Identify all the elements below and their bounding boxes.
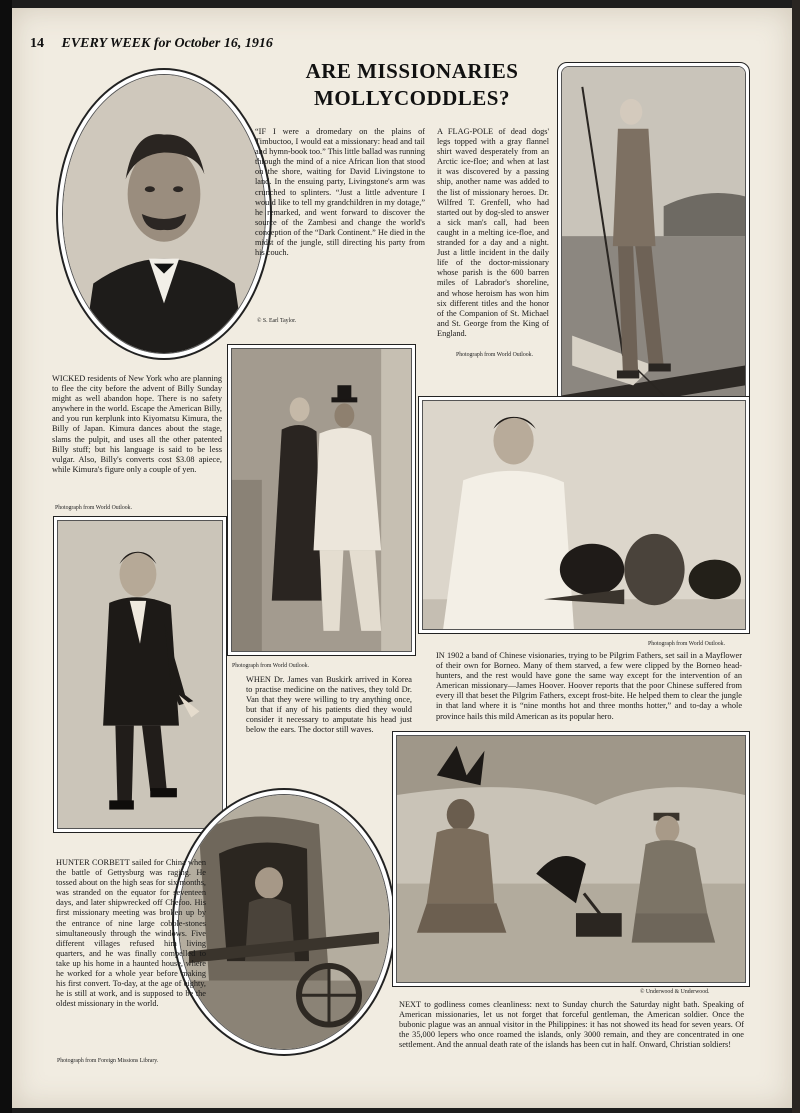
vanbuskirk-photo (231, 348, 412, 652)
hoover-credit: Photograph from World Outlook. (648, 641, 726, 647)
hoover-photo-frame (418, 396, 750, 634)
kimura-credit: Photograph from World Outlook. (55, 505, 133, 511)
philippines-credit: © Underwood & Underwood. (640, 989, 710, 995)
scan-left-edge (0, 0, 12, 1113)
hoover-text: IN 1902 a band of Chinese visionaries, trying to be Pilgrim Fathers, set sail in a Mayflower of their own for Borneo. Many of them starved, a few were clipped by the Borneo head-hunters, and the rest would have gone the same way except for the intervention of an American missionary—James Hoover. Hoover reports that the poor Chinese suffered from every ill that beset the Pilgrim Fathers, except frost-bite. He helped them to clear the jungle in that land where it is “nine months hot and three months hotter,” and to-day a whole province hails this mild American as its popular hero. (436, 651, 742, 721)
kimura-text: WICKED residents of New York who are planning to flee the city before the advent of Billy Sunday might as well abandon hope. There is no safety anywhere in the world. Escape the American Billy, and you run kerplunk into Kiyomatsu Kimura, the Billy of Japan. Kimura dances about the stage, slams the pulpit, and uses all the other patented Billy stuff; but his language is said to be less vulgar. Also, Billy's converts cost $3.08 apiece, while Kimura's figure only a couple of yen. (52, 374, 222, 474)
livingstone-photo (62, 74, 266, 354)
philippines-photo (396, 735, 746, 983)
title-line-2: MOLLYCODDLES? (314, 86, 510, 110)
corbett-photo (178, 794, 390, 1050)
kimura-photo (57, 520, 223, 829)
philippines-photo-frame (392, 731, 750, 987)
grenfell-credit: Photograph from World Outlook. (456, 352, 534, 358)
livingstone-portrait (56, 68, 272, 360)
magazine-name: EVERY WEEK (61, 36, 151, 51)
grenfell-text: A FLAG-POLE of dead dogs' legs topped with a gray flannel shirt waved desperately from an Arctic ice-floe; and when at last it was discovered by a passing ship, another name was added to the list of missionary heroes. Dr. Wilfred T. Grenfell, who had started out by dog-sled to answer a sick man's call, had been caught in a melting ice-floe, and stranded for a day and a night. Just a little incident in the daily life of the doctor-missionary whose parish is the 600 barren miles of Labrador's shoreline, and whose heroism has won him six different titles and the honor of the Companion of St. Michael and St. George from the King of England. (437, 127, 549, 338)
article-title (262, 58, 562, 112)
livingstone-credit: © S. Earl Taylor. (257, 318, 297, 324)
page-number: 14 (30, 36, 44, 51)
vanbuskirk-photo-credit: Photograph from World Outlook. (232, 663, 310, 669)
kimura-photo-frame (53, 516, 227, 833)
vanbuskirk-text: WHEN Dr. James van Buskirk arrived in Korea to practise medicine on the natives, they told Dr. Van that they were willing to try anything once, but that if any of his patients died they would consider it necessary to amputate his head just below the ears. The doctor still waves. (246, 675, 412, 735)
title-line-1: ARE MISSIONARIES (305, 59, 519, 83)
scan-right-edge (792, 0, 800, 1113)
corbett-credit: Photograph from Foreign Missions Library. (57, 1058, 159, 1064)
philippines-text: NEXT to godliness comes cleanliness: next to Sunday church the Saturday night bath. Speaking of American missionaries, let us not forget that forceful gentleman, the American soldier. Once the bubonic plague was an annual visitor in the Philippines: it has not showed its head for seven years. Of the 35,000 lepers who once roamed the islands, only 3000 remain, and they are concentrated in one settlement. And the annual death rate of the islands has been cut in half. Onward, Christian soldiers! (399, 1000, 744, 1050)
issue-date: for October 16, 1916 (153, 36, 273, 51)
livingstone-text: “IF I were a dromedary on the plains of Timbuctoo, I would eat a missionary: head and tail and hymn-book too.” This little ballad was running through the mind of a nice African lion that stood on the shore, waiting for David Livingstone to land. In the ensuing party, Livingstone's arm was crunched to splinters. “Just a little adventure I would like to tell my grandchildren in my dotage,” he remarked, and went forward to discover the source of the Zambesi and change the world's conception of the “Dark Continent.” He died in the midst of the jungle, still directing his party from his couch. (255, 127, 425, 258)
hoover-photo (422, 400, 746, 630)
vanbuskirk-photo-frame (227, 344, 416, 656)
page-header (30, 36, 273, 52)
corbett-text: HUNTER CORBETT sailed for China when the battle of Gettysburg was raging. He tossed about on the high seas for six months, was stranded on the equator for seventeen days, and later shipwrecked off Chefoo. His first missionary meeting was broken up by the entrance of nine large cobble-stones simultaneously through the windows. Five different villages refused him living quarters, and he was finally compelled to take up his home in a haunted house, where he worked for a whole year before making his first convert. To-day, at the age of eighty, he is still at work, and is supposed to be the oldest missionary in the world. (56, 858, 206, 1009)
